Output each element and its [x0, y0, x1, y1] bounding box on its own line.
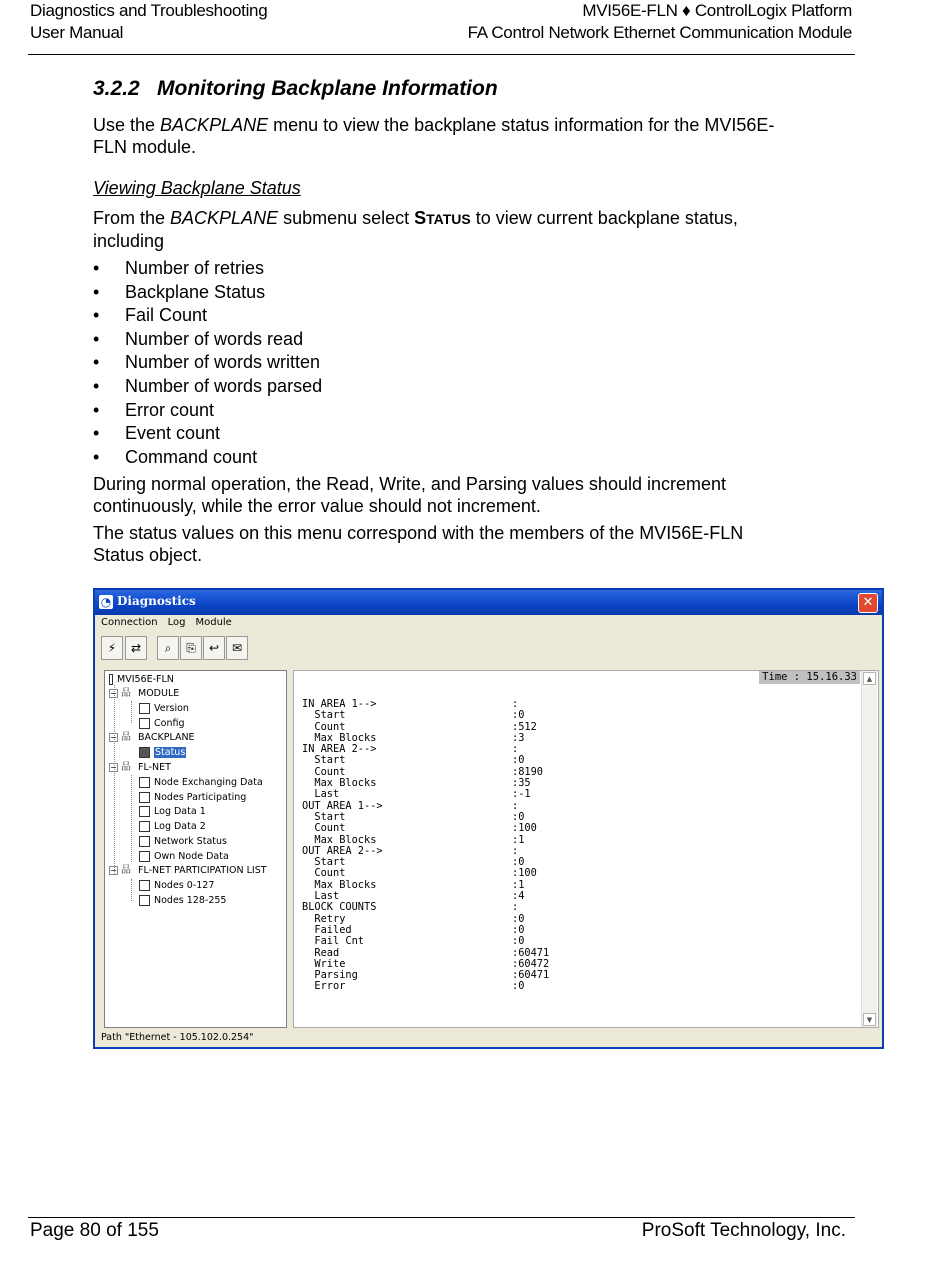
bullet-icon: •	[93, 281, 100, 302]
tree-connector	[131, 775, 132, 862]
network-icon: 品	[121, 865, 131, 876]
document-icon	[139, 836, 150, 847]
tree-item-participation-list[interactable]	[109, 864, 267, 877]
tree-item-nodes-participating[interactable]	[139, 791, 246, 804]
app-icon: ◔	[100, 595, 112, 609]
tree-item-nodes-0-127[interactable]	[139, 879, 214, 892]
document-icon	[139, 747, 150, 758]
disconnect-icon[interactable]: ⚡	[101, 636, 123, 660]
tree-item-nodes-128-255[interactable]	[139, 894, 226, 907]
footer-divider	[28, 1217, 855, 1218]
document-icon	[139, 880, 150, 891]
list-item	[93, 422, 322, 446]
company-name: ProSoft Technology, Inc.	[641, 1220, 846, 1241]
tree-item-config[interactable]	[139, 717, 184, 730]
list-item	[93, 304, 322, 328]
tree-label-selected: Status	[155, 747, 186, 758]
list-item	[93, 281, 322, 305]
collapse-icon[interactable]: −	[110, 866, 117, 875]
page-number: Page 80 of 155	[30, 1220, 159, 1241]
tree-label: Log Data 1	[154, 806, 206, 817]
tree-item-flnet[interactable]	[109, 761, 171, 774]
tree-item-version[interactable]	[139, 702, 189, 715]
list-item-text: Event count	[125, 423, 221, 444]
bullet-icon: •	[93, 305, 100, 326]
section-title: Monitoring Backplane Information	[157, 77, 498, 100]
diagnostics-window	[93, 588, 884, 1049]
status-output-pane[interactable]	[293, 670, 879, 1028]
intro-menu-name: BACKPLANE	[160, 115, 269, 135]
window-titlebar[interactable]	[95, 590, 882, 615]
header-divider	[28, 54, 855, 55]
tree-label: Version	[154, 703, 189, 714]
list-item	[93, 446, 322, 470]
tree-connector	[131, 701, 132, 723]
tree-item-status[interactable]	[139, 746, 186, 759]
header-module: FA Control Network Ethernet Communication Module	[467, 23, 852, 42]
menu-module[interactable]: Module	[195, 617, 232, 628]
tree-label: Config	[154, 718, 185, 729]
vertical-scrollbar[interactable]	[861, 671, 877, 1027]
tree-root[interactable]	[109, 673, 174, 686]
tree-item-module[interactable]	[109, 687, 179, 700]
status-text-post: to view current backplane status, including	[93, 208, 738, 251]
tree-label: Nodes 128-255	[154, 895, 227, 906]
mail-icon[interactable]: ✉	[226, 636, 248, 660]
tree-item-own-node[interactable]	[139, 850, 229, 863]
network-icon: 品	[121, 762, 131, 773]
tree-item-log-data-1[interactable]	[139, 805, 206, 818]
connect-icon[interactable]: ⇄	[125, 636, 147, 660]
bullet-list	[93, 257, 322, 469]
list-item-text: Number of retries	[125, 258, 265, 278]
tree-item-log-data-2[interactable]	[139, 820, 206, 833]
list-item-text: Fail Count	[125, 305, 208, 326]
list-item	[93, 257, 322, 281]
send-icon[interactable]: ↩	[203, 636, 225, 660]
status-paragraph	[93, 207, 793, 252]
bullet-icon: •	[93, 328, 100, 349]
status-command-rest: TATUS	[426, 211, 471, 227]
header-product: MVI56E-FLN ♦ ControlLogix Platform	[582, 1, 852, 20]
subheading: Viewing Backplane Status	[93, 178, 301, 198]
collapse-icon[interactable]: −	[110, 689, 117, 698]
intro-text-pre: Use the	[93, 115, 161, 135]
tree-label: FL-NET PARTICIPATION LIST	[138, 865, 267, 876]
tree-label: Network Status	[154, 836, 227, 847]
bullet-icon: •	[93, 399, 100, 420]
bullet-icon: •	[93, 352, 100, 373]
tree-label: MODULE	[138, 688, 180, 699]
document-icon	[139, 718, 150, 729]
bullet-icon: •	[93, 423, 100, 444]
document-icon	[139, 777, 150, 788]
section-number: 3.2.2	[93, 77, 140, 100]
menu-log[interactable]: Log	[167, 617, 186, 628]
status-labels: IN AREA 1--> Start Count Max Blocks IN AREA 2--> Start Count Max Blocks Last OUT AREA 1--> Start Count Max Blocks OUT AREA 2--> Start Count Max Blocks Last BLOCK COUNTS Retry Failed Fail Cnt Read Write Parsing Error	[302, 698, 383, 993]
header-doc-subtitle: User Manual	[30, 23, 124, 42]
bullet-icon: •	[93, 258, 100, 278]
tree-label: Log Data 2	[154, 821, 206, 832]
status-values: : :0 :512 :3 : :0 :8190 :35 :-1 : :0 :100 :1 : :0 :100 :1 :4 : :0 :0 :0 :60471 :60472 :60471 :0	[512, 698, 550, 993]
tree-item-backplane[interactable]	[109, 731, 195, 744]
status-command	[414, 208, 471, 228]
module-icon	[109, 674, 113, 685]
new-log-icon[interactable]: ⎘	[180, 636, 202, 660]
intro-text-post: menu to view the backplane status information for the MVI56E-FLN module.	[93, 115, 775, 157]
status-text-mid: submenu select	[278, 208, 415, 228]
list-item-text: Error count	[125, 399, 215, 420]
section-heading	[93, 77, 498, 101]
tree-item-node-exchanging[interactable]	[139, 776, 263, 789]
intro-paragraph	[93, 114, 793, 158]
close-button[interactable]: ✕	[858, 593, 878, 613]
tree-label: FL-NET	[138, 762, 171, 773]
list-item	[93, 399, 322, 423]
module-tree	[104, 670, 287, 1028]
collapse-icon[interactable]: −	[110, 733, 117, 742]
document-icon	[139, 792, 150, 803]
find-icon[interactable]: ⌕	[157, 636, 179, 660]
bullet-icon: •	[93, 446, 100, 467]
tree-item-network-status[interactable]	[139, 835, 227, 848]
status-command-initial: S	[414, 208, 427, 228]
time-readout: Time : 15.16.33	[759, 671, 860, 684]
document-icon	[139, 703, 150, 714]
network-icon: 品	[121, 688, 131, 699]
tree-label: Node Exchanging Data	[154, 777, 263, 788]
header-doc-title: Diagnostics and Troubleshooting	[30, 1, 268, 20]
tree-connector	[114, 685, 115, 874]
normal-operation-paragraph: During normal operation, the Read, Write, and Parsing values should increment continuously, while the error value should not increment.	[93, 474, 727, 516]
list-item-text: Command count	[125, 446, 258, 467]
network-icon: 品	[121, 732, 131, 743]
list-item-text: Number of words parsed	[125, 375, 323, 396]
bullet-icon: •	[93, 375, 100, 396]
collapse-icon[interactable]: −	[110, 763, 117, 772]
connection-path: Path "Ethernet - 105.102.0.254"	[101, 1032, 254, 1043]
list-item	[93, 375, 322, 399]
tree-connector	[131, 879, 132, 901]
scroll-up-icon[interactable]: ▲	[863, 672, 876, 685]
list-item	[93, 328, 322, 352]
menu-connection[interactable]: Connection	[101, 617, 158, 628]
status-menu-name: BACKPLANE	[170, 208, 279, 228]
document-icon	[139, 821, 150, 832]
list-item-text: Number of words read	[125, 328, 304, 349]
list-item	[93, 351, 322, 375]
tree-label: Nodes 0-127	[154, 880, 215, 891]
tree-label: Own Node Data	[154, 851, 229, 862]
menu-bar	[95, 615, 882, 631]
window-title: Diagnostics	[117, 594, 196, 608]
document-icon	[139, 851, 150, 862]
status-object-paragraph: The status values on this menu correspond with the members of the MVI56E-FLN Status object.	[93, 523, 744, 565]
list-item-text: Number of words written	[125, 352, 321, 373]
document-icon	[139, 895, 150, 906]
tree-label: Nodes Participating	[154, 792, 247, 803]
scroll-down-icon[interactable]: ▼	[863, 1013, 876, 1026]
status-text-pre: From the	[93, 208, 171, 228]
tree-label: BACKPLANE	[138, 732, 195, 743]
list-item-text: Backplane Status	[125, 281, 266, 302]
document-icon	[139, 806, 150, 817]
tree-label: MVI56E-FLN	[117, 674, 174, 685]
